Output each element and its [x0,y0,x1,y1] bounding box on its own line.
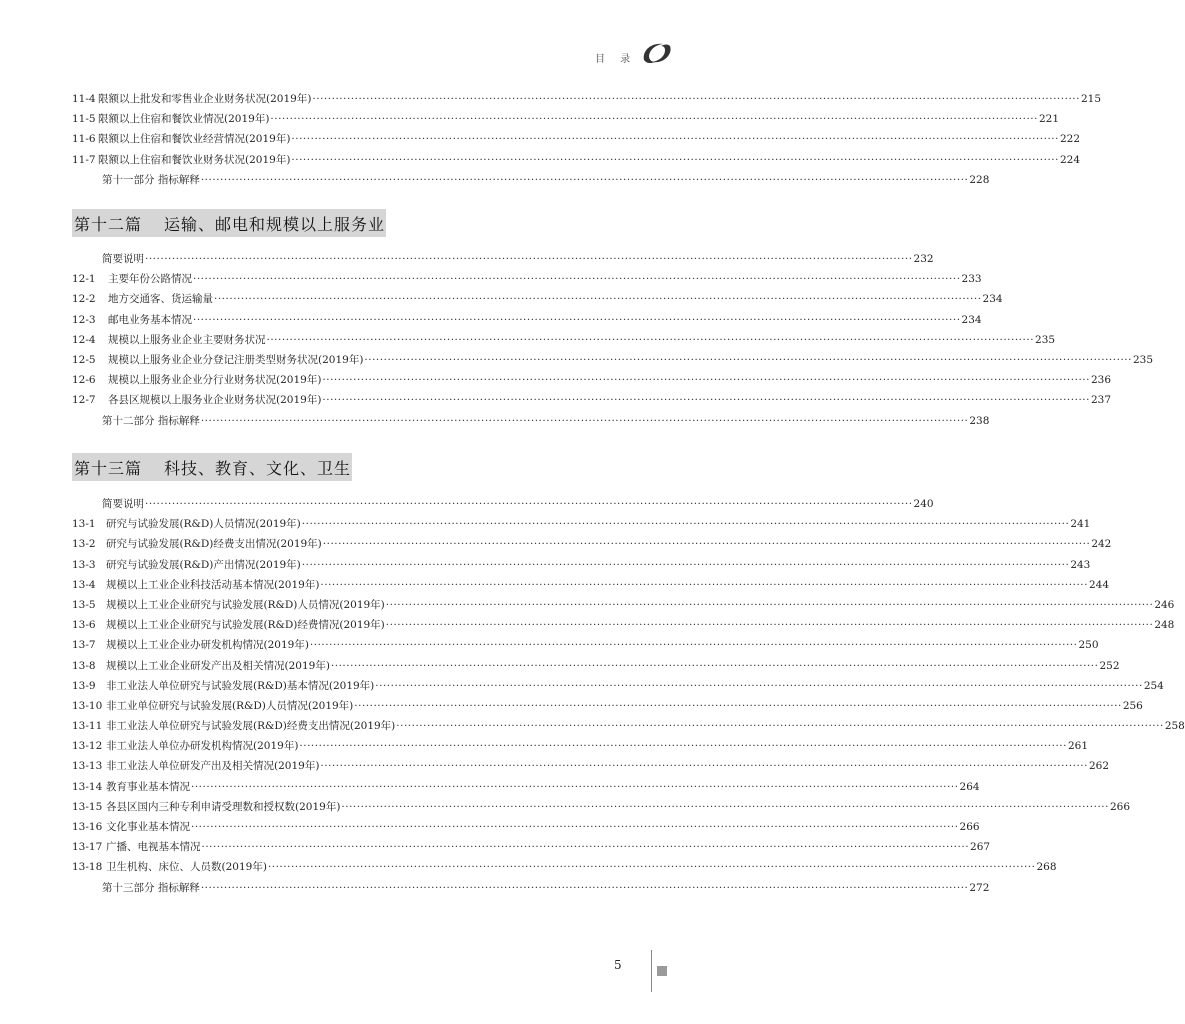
toc-entry[interactable] [72,129,1080,149]
entry-number: 12-2 [72,293,96,306]
entry-title: 规模以上服务业企业主要财务状况 [108,333,266,346]
toc-entry[interactable] [72,89,1101,109]
entry-number: 13-5 [72,598,96,611]
dot-leader: ········································································································································································································ [341,800,1109,813]
entry-number: 13-10 [72,699,103,712]
entry-page: 244 [1088,578,1109,591]
entry-number: 13-12 [72,740,103,753]
dot-leader: ········································································································································································································ [322,538,1091,551]
entry-title: 各县区规模以上服务业企业财务状况(2019年) [108,394,322,407]
dot-leader: ········································································································································································································ [354,699,1122,712]
entry-page: 232 [913,253,934,265]
entry-page: 266 [959,821,980,833]
entry-page: 237 [1090,394,1111,407]
entry-title: 规模以上工业企业办研发机构情况(2019年) [106,639,309,652]
entry-number: 12-3 [72,313,96,326]
entry-title: 非工业法人单位办研发机构情况(2019年) [106,740,299,753]
entry-title: 规模以上工业企业研发产出及相关情况(2019年) [106,659,330,672]
entry-number: 13-3 [72,558,96,571]
entry-page: 240 [913,498,934,510]
chapter-banner-12 [72,209,386,237]
toc-entry-glossary[interactable] [72,878,990,898]
publisher-logo-icon [640,40,674,66]
entry-number: 13-7 [72,639,96,652]
toc-entry[interactable] [72,857,1057,877]
entry-title: 第十一部分 指标解释 [102,173,200,186]
entry-title: 非工业法人单位研究与试验发展(R&D)经费支出情况(2019年) [106,720,396,733]
dot-leader: ········································································································································································································ [266,333,1035,346]
entry-page: 246 [1154,598,1175,611]
entry-number: 13-14 [72,780,103,793]
entry-page: 250 [1078,639,1099,652]
dot-leader: ········································································································································································································ [320,760,1088,773]
entry-number: 13-11 [72,720,103,733]
toc-entry[interactable] [72,656,1120,676]
toc-entry[interactable] [72,350,1153,370]
dot-leader: ········································································································································································································ [396,720,1164,733]
toc-entry[interactable] [72,310,982,330]
entry-page: 236 [1090,374,1111,387]
entry-page: 267 [970,841,991,854]
entry-number: 13-15 [72,800,103,813]
entry-number: 13-6 [72,619,96,632]
entry-page: 234 [982,293,1003,306]
entry-number: 11-7 [72,153,96,166]
entry-title: 各县区国内三种专利申请受理数和授权数(2019年) [106,800,341,813]
entry-title: 规模以上工业企业研究与试验发展(R&D)人员情况(2019年) [106,598,385,611]
entry-page: 235 [1035,333,1056,346]
entry-number: 13-9 [72,679,96,692]
dot-leader: ········································································································································································································ [330,659,1099,672]
entry-title: 广播、电视基本情况 [106,841,201,854]
dot-leader: ········································································································································································································ [200,173,969,186]
entry-title: 限额以上住宿和餐饮业经营情况(2019年) [98,133,291,146]
entry-number: 13-2 [72,538,96,551]
entry-number: 13-16 [72,821,103,833]
entry-number: 13-13 [72,760,103,773]
toc-entry[interactable] [72,109,1059,129]
toc-entry-glossary[interactable] [72,411,990,431]
entry-title: 地方交通客、货运输量 [108,293,213,306]
entry-page: 224 [1059,153,1080,166]
entry-number: 12-6 [72,374,96,387]
header-label: 目 录 [595,54,637,65]
footer-divider [651,950,652,992]
dot-leader: ········································································································································································································ [193,313,961,326]
chapter-banner-13 [72,453,352,481]
toc-entry[interactable] [72,736,1088,756]
toc-entry[interactable] [72,777,980,797]
entry-page: 256 [1122,699,1143,712]
entry-title: 研究与试验发展(R&D)人员情况(2019年) [106,518,301,531]
toc-section-12 [72,249,1153,431]
toc-section-11 [72,89,1101,190]
entry-page: 241 [1070,518,1091,531]
entry-title: 卫生机构、床位、人员数(2019年) [106,861,267,874]
dot-leader: ········································································································································································································ [312,93,1080,105]
dot-leader: ········································································································································································································ [191,780,959,793]
entry-page: 238 [969,414,990,427]
entry-number: 13-4 [72,578,96,591]
dot-leader: ········································································································································································································ [267,861,1036,874]
toc-entry[interactable] [72,817,980,837]
entry-title: 限额以上住宿和餐饮业情况(2019年) [98,113,270,126]
entry-page: 261 [1067,740,1088,753]
entry-title: 主要年份公路情况 [108,273,192,286]
entry-title: 研究与试验发展(R&D)经费支出情况(2019年) [106,538,322,551]
toc-entry-summary[interactable] [72,249,934,269]
entry-title: 研究与试验发展(R&D)产出情况(2019年) [106,558,301,571]
entry-number: 11-6 [72,133,96,146]
entry-title: 非工业单位研究与试验发展(R&D)人员情况(2019年) [106,699,354,712]
dot-leader: ········································································································································································································ [385,598,1154,611]
toc-entry[interactable] [72,514,1091,534]
entry-number: 13-18 [72,861,103,874]
toc-entry[interactable] [72,330,1056,350]
entry-title: 规模以上服务业企业分登记注册类型财务状况(2019年) [108,353,364,366]
dot-leader: ········································································································································································································ [322,374,1090,387]
toc-entry[interactable] [72,595,1175,615]
footer-square-mark [657,966,667,976]
entry-title: 规模以上工业企业研究与试验发展(R&D)经费情况(2019年) [106,619,385,632]
entry-page: 252 [1099,659,1120,672]
dot-leader: ········································································································································································································ [200,414,969,427]
dot-leader: ········································································································································································································ [145,498,913,510]
toc-entry[interactable] [72,289,1003,309]
entry-title: 文化事业基本情况 [106,821,190,833]
chapter-number: 第十二篇 [74,214,143,234]
entry-title: 限额以上批发和零售业企业财务状况(2019年) [98,93,312,105]
entry-page: 222 [1059,133,1080,146]
entry-number: 11-5 [72,113,96,126]
toc-entry[interactable] [72,716,1185,736]
entry-page: 243 [1070,558,1091,571]
dot-leader: ········································································································································································································ [301,518,1070,531]
entry-number: 13-8 [72,659,96,672]
entry-page: 233 [961,273,982,286]
entry-number: 12-1 [72,273,96,286]
entry-title: 规模以上工业企业科技活动基本情况(2019年) [106,578,320,591]
entry-page: 248 [1154,619,1175,632]
entry-page: 254 [1143,679,1164,692]
entry-page: 234 [961,313,982,326]
entry-title: 第十三部分 指标解释 [102,881,200,894]
entry-page: 264 [959,780,980,793]
entry-page: 272 [969,881,990,894]
dot-leader: ········································································································································································································ [385,619,1154,632]
toc-entry-summary[interactable] [72,494,934,514]
entry-page: 221 [1038,113,1059,126]
entry-number: 12-5 [72,353,96,366]
dot-leader: ········································································································································································································ [291,153,1059,166]
dot-leader: ········································································································································································································ [201,841,970,854]
toc-entry-glossary[interactable] [72,170,990,190]
toc-entry[interactable] [72,269,982,289]
entry-page: 242 [1091,538,1112,551]
entry-number: 12-7 [72,394,96,407]
entry-title: 规模以上服务业企业分行业财务状况(2019年) [108,374,322,387]
dot-leader: ········································································································································································································ [301,558,1070,571]
entry-number: 11-4 [72,93,96,105]
dot-leader: ········································································································································································································ [322,394,1090,407]
page-number: 5 [614,958,622,972]
dot-leader: ········································································································································································································ [200,881,969,894]
dot-leader: ········································································································································································································ [291,133,1059,146]
toc-entry[interactable] [72,615,1175,635]
entry-title: 限额以上住宿和餐饮业财务状况(2019年) [98,153,291,166]
dot-leader: ········································································································································································································ [375,679,1143,692]
entry-page: 268 [1036,861,1057,874]
chapter-title: 科技、教育、文化、卫生 [164,458,352,478]
toc-entry[interactable] [72,756,1109,776]
entry-page: 266 [1109,800,1130,813]
toc-entry[interactable] [72,575,1109,595]
entry-number: 13-1 [72,518,96,531]
entry-number: 13-17 [72,841,103,854]
entry-page: 262 [1088,760,1109,773]
entry-page: 258 [1164,720,1185,733]
dot-leader: ········································································································································································································ [299,740,1067,753]
dot-leader: ········································································································································································································ [309,639,1078,652]
toc-section-13 [72,494,1185,898]
entry-title: 第十二部分 指标解释 [102,414,200,427]
entry-page: 215 [1080,93,1101,105]
toc-entry[interactable] [72,390,1111,410]
dot-leader: ········································································································································································································ [364,353,1132,366]
dot-leader: ········································································································································································································ [193,273,961,286]
toc-entry[interactable] [72,534,1112,554]
dot-leader: ········································································································································································································ [270,113,1038,126]
entry-number: 12-4 [72,333,96,346]
toc-entry[interactable] [72,797,1130,817]
toc-entry[interactable] [72,696,1143,716]
chapter-title: 运输、邮电和规模以上服务业 [164,214,386,234]
entry-title: 教育事业基本情况 [106,780,190,793]
toc-entry[interactable] [72,370,1111,390]
chapter-number: 第十三篇 [74,458,143,478]
dot-leader: ········································································································································································································ [320,578,1088,591]
entry-title: 非工业法人单位研发产出及相关情况(2019年) [106,760,320,773]
dot-leader: ········································································································································································································ [145,253,913,265]
entry-title: 邮电业务基本情况 [108,313,192,326]
dot-leader: ········································································································································································································ [191,821,959,833]
toc-entry[interactable] [72,150,1080,170]
toc-entry[interactable] [72,837,991,857]
entry-title: 非工业法人单位研究与试验发展(R&D)基本情况(2019年) [106,679,375,692]
toc-entry[interactable] [72,635,1099,655]
toc-entry[interactable] [72,676,1164,696]
entry-title: 简要说明 [102,498,144,510]
dot-leader: ········································································································································································································ [214,293,982,306]
entry-title: 简要说明 [102,253,144,265]
entry-page: 228 [969,173,990,186]
toc-entry[interactable] [72,555,1091,575]
entry-page: 235 [1132,353,1153,366]
